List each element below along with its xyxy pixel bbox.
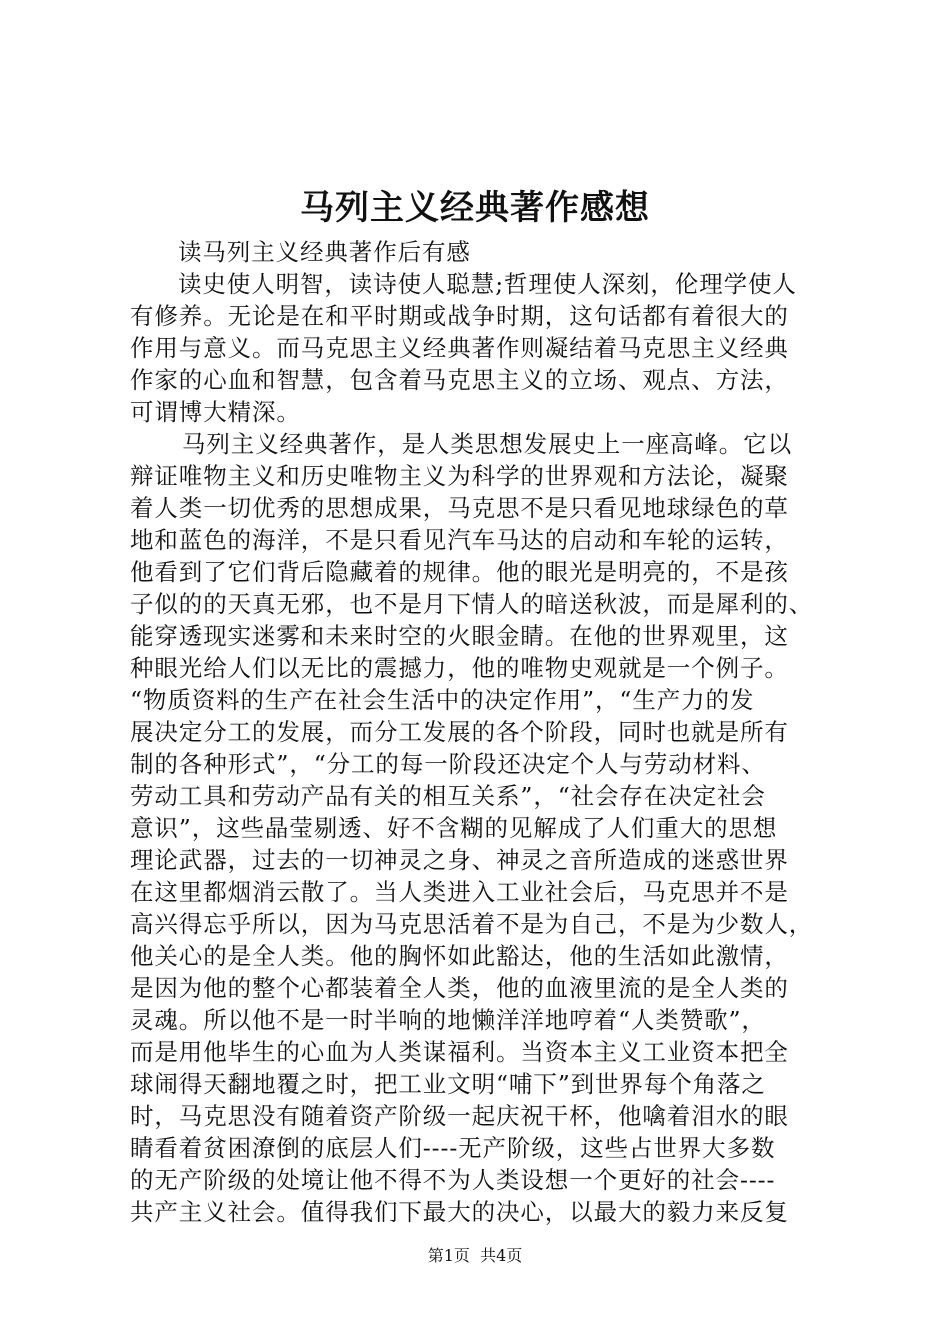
paragraph-line: 地和蓝色的海洋，不是只看见汽车马达的启动和车轮的运转， — [130, 526, 789, 554]
paragraph-line: 意识”，这些晶莹剔透、好不含糊的见解成了人们重大的思想 — [130, 814, 778, 842]
paragraph-line: 共产主义社会。值得我们下最大的决心，以最大的毅力来反复 — [130, 1198, 789, 1226]
paragraph-line: 种眼光给人们以无比的震撼力，他的唯物史观就是一个例子。 — [130, 654, 789, 682]
paragraph-line: 是因为他的整个心都装着全人类，他的血液里流的是全人类的 — [130, 974, 789, 1002]
paragraph-line: 高兴得忘乎所以，因为马克思活着不是为自己，不是为少数人， — [130, 910, 814, 938]
paragraph-line: 而是用他毕生的心血为人类谋福利。当资本主义工业资本把全 — [130, 1038, 789, 1066]
subtitle-line: 读马列主义经典著作后有感 — [178, 238, 471, 266]
paragraph-line: 灵魂。所以他不是一时半响的地懒洋洋地哼着“人类赞歌”， — [130, 1006, 766, 1034]
document-title: 马列主义经典著作感想 — [300, 188, 650, 228]
paragraph-line: 有修养。无论是在和平时期或战争时期，这句话都有着很大的 — [130, 302, 789, 330]
paragraph-line: 他关心的是全人类。他的胸怀如此豁达，他的生活如此激情， — [130, 942, 789, 970]
document-body — [130, 236, 840, 1228]
page-footer — [0, 1244, 950, 1268]
paragraph-line: 着人类一切优秀的思想成果，马克思不是只看见地球绿色的草 — [130, 494, 789, 522]
paragraph-line: 读史使人明智，读诗使人聪慧;哲理使人深刻，伦理学使人 — [178, 270, 797, 298]
paragraph-line: 可谓博大精深。 — [130, 398, 301, 426]
paragraph-line: 马列主义经典著作，是人类思想发展史上一座高峰。它以 — [182, 430, 792, 458]
paragraph-line: 睛看着贫困潦倒的底层人们----无产阶级，这些占世界大多数 — [130, 1134, 776, 1162]
paragraph-line: 在这里都烟消云散了。当人类进入工业社会后，马克思并不是 — [130, 878, 789, 906]
paragraph-line: 作家的心血和智慧，包含着马克思主义的立场、观点、方法， — [130, 366, 789, 394]
paragraph-line: 理论武器，过去的一切神灵之身、神灵之音所造成的迷惑世界 — [130, 846, 789, 874]
paragraph-line: 时，马克思没有随着资产阶级一起庆祝干杯，他噙着泪水的眼 — [130, 1102, 789, 1130]
paragraph-line: 的无产阶级的处境让他不得不为人类设想一个更好的社会---- — [130, 1166, 776, 1194]
page-number-label: 第1页 共4页 — [427, 1246, 523, 1265]
paragraph-line: 劳动工具和劳动产品有关的相互关系”，“社会存在决定社会 — [130, 782, 766, 810]
paragraph-line: 展决定分工的发展，而分工发展的各个阶段，同时也就是所有 — [130, 718, 789, 746]
paragraph-line: 制的各种形式”，“分工的每一阶段还决定个人与劳动材料、 — [130, 750, 766, 778]
paragraph-line: 球闹得天翻地覆之时，把工业文明“哺下”到世界每个角落之 — [130, 1070, 766, 1098]
paragraph-line: 能穿透现实迷雾和未来时空的火眼金睛。在他的世界观里，这 — [130, 622, 789, 650]
paragraph-line: 作用与意义。而马克思主义经典著作则凝结着马克思主义经典 — [130, 334, 789, 362]
paragraph-line: 他看到了它们背后隐藏着的规律。他的眼光是明亮的，不是孩 — [130, 558, 789, 586]
paragraph-line: “物质资料的生产在社会生活中的决定作用”，“生产力的发 — [130, 686, 755, 714]
paragraph-line: 子似的的天真无邪，也不是月下情人的暗送秋波，而是犀利的、 — [130, 590, 814, 618]
paragraph-line: 辩证唯物主义和历史唯物主义为科学的世界观和方法论，凝聚 — [130, 462, 789, 490]
